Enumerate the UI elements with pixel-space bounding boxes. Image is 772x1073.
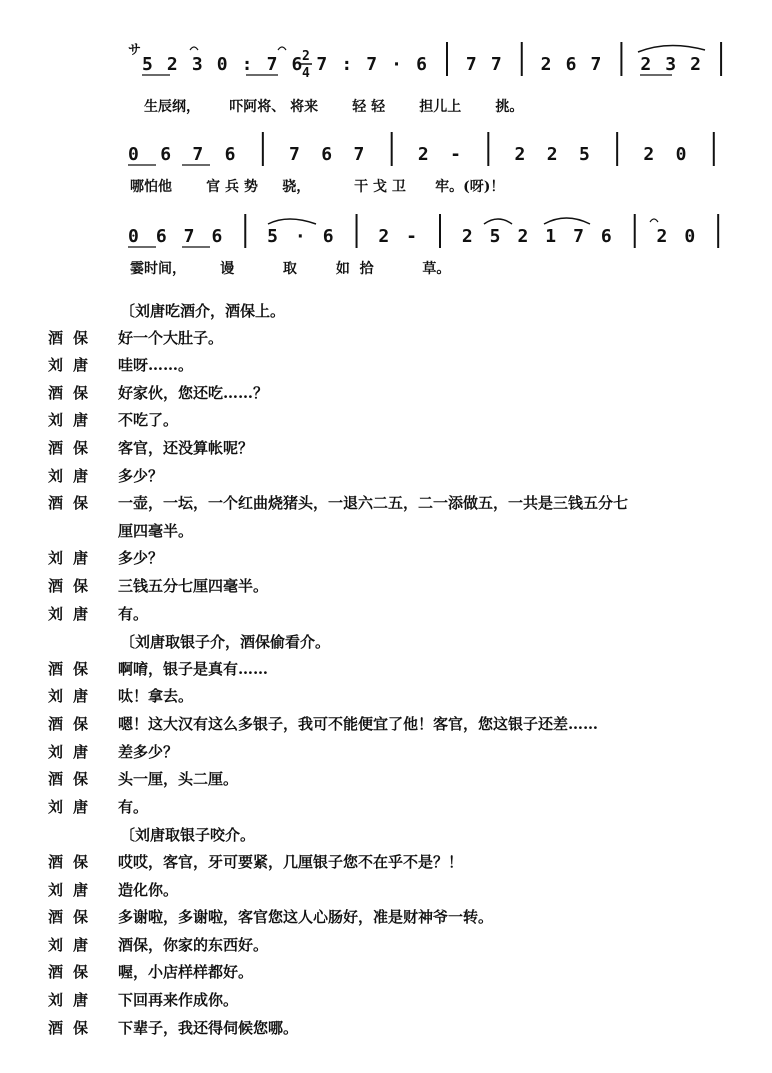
note: 6 (160, 144, 172, 165)
speaker-name: 刘唐 (48, 797, 99, 816)
speaker-name: 酒保 (48, 328, 99, 347)
speech-text: 有。 (118, 797, 149, 816)
speaker-name: 酒保 (48, 383, 99, 402)
note: : (341, 54, 353, 75)
speaker-name: 刘唐 (48, 549, 99, 568)
speech-text: 喔，小店样样都好。 (118, 963, 254, 982)
note: 2 (640, 54, 652, 75)
speaker-name: 刘唐 (48, 356, 99, 375)
note: 6 (565, 54, 577, 75)
speech-text: 呔！拿去。 (118, 687, 194, 706)
speaker-name: 刘唐 (48, 742, 99, 761)
note: 0 (216, 54, 228, 75)
speech-text: 多少？ (118, 549, 164, 568)
fermata (278, 47, 286, 50)
lyrics-row-1: 生辰纲， 吓阿将、 将来 轻 轻 担儿上 挑。 (144, 99, 524, 115)
note: - (450, 144, 461, 165)
note: 7 (316, 54, 328, 75)
speaker-name: 刘唐 (48, 411, 99, 430)
note: 7 (590, 54, 602, 75)
note: 7 (289, 144, 300, 165)
note: 7 (366, 54, 378, 75)
speech-text: 三钱五分七厘四毫半。 (118, 577, 269, 595)
speaker-name: 酒保 (48, 770, 99, 789)
score-row-2-notation (120, 130, 750, 180)
note: 2 (540, 54, 552, 75)
speech-text: 头一厘，头二厘。 (118, 770, 239, 789)
note: · (391, 54, 403, 75)
note: 1 (545, 226, 557, 247)
note: 2 (461, 226, 473, 247)
speaker-name: 刘唐 (48, 935, 99, 954)
speech-text: 啊唷，银子是真有…… (118, 659, 269, 678)
speech-text: 哇呀……。 (118, 356, 194, 375)
speaker-name: 刘唐 (48, 880, 99, 899)
score-row-3-notation (120, 212, 750, 262)
fermata (190, 47, 198, 50)
score-row-1 (120, 40, 750, 120)
score-lead-mark: サ (128, 43, 142, 58)
speech-text: 有。 (118, 604, 149, 623)
note: 6 (155, 226, 167, 247)
speech-text: 多谢啦，多谢啦，客官您这人心肠好，准是财神爷一转。 (118, 908, 494, 927)
speech-text: 哎哎，客官，牙可要紧，几厘银子您不在乎不是？！ (118, 853, 464, 871)
note: 6 (291, 54, 303, 75)
speech-text: 一壶，一坛，一个红曲烧猪头，一退六二五，二一添做五，一共是三钱五分七 (118, 494, 629, 513)
slur (544, 218, 590, 224)
note: 0 (684, 226, 696, 247)
speaker-name: 刘唐 (48, 604, 99, 623)
note: 7 (465, 54, 477, 75)
note: - (406, 226, 418, 247)
lyrics-row-2: 哪怕他 官 兵 势 骁， 干 戈 卫 牢。(呀)！ (130, 179, 505, 195)
note: 2 (656, 226, 668, 247)
note: 2 (417, 144, 429, 165)
speaker-name: 酒保 (48, 908, 99, 927)
note: 5 (142, 54, 153, 75)
speech-text: 不吃了。 (118, 411, 179, 430)
time-sig-top: 2 (302, 49, 310, 64)
speech-text: 好一个大肚子。 (118, 328, 224, 347)
speech-text: 下回再来作成你。 (118, 991, 239, 1009)
speech-text: 嗯！这大汉有这么多银子，我可不能便宜了他！客官，您这银子还差…… (118, 715, 599, 733)
note: 7 (490, 54, 502, 75)
note: 6 (321, 144, 333, 165)
note: 2 (690, 54, 702, 75)
speaker-name: 酒保 (48, 494, 99, 513)
score-row-1-notation (120, 40, 750, 90)
note: 0 (128, 226, 139, 247)
fermata (650, 219, 658, 222)
note: 6 (600, 226, 612, 247)
score-row-1-notes (142, 42, 721, 76)
note: 6 (322, 226, 334, 247)
note: 2 (378, 226, 390, 247)
note: 2 (166, 54, 178, 75)
note: 2 (546, 144, 558, 165)
note: 6 (224, 144, 236, 165)
score-row-3-notes (128, 214, 718, 248)
speaker-name: 酒保 (48, 853, 99, 871)
slur (484, 219, 512, 224)
time-sig-bottom: 4 (302, 66, 310, 81)
slur (638, 45, 705, 52)
speech-text-continued: 厘四毫半。 (118, 521, 194, 540)
note: : (241, 54, 253, 75)
speaker-name: 刘唐 (48, 466, 99, 485)
speech-text: 下辈子，我还得伺候您哪。 (118, 1018, 299, 1037)
speaker-name: 酒保 (48, 1018, 99, 1037)
speech-text: 酒保，你家的东西好。 (118, 935, 269, 954)
stage-direction: 〔刘唐吃酒介，酒保上。 (120, 302, 286, 320)
note: 2 (643, 144, 655, 165)
speech-text: 造化你。 (118, 880, 179, 899)
score-row-3 (120, 212, 750, 292)
speech-text: 多少？ (118, 466, 164, 485)
speech-text: 客官，还没算帐呢？ (118, 439, 254, 457)
note: 0 (675, 144, 687, 165)
note: 7 (573, 226, 584, 247)
stage-direction: 〔刘唐取银子咬介。 (120, 826, 256, 845)
speaker-name: 刘唐 (48, 687, 99, 706)
note: 6 (416, 54, 427, 75)
speaker-name: 酒保 (48, 577, 99, 595)
note: 5 (578, 144, 590, 165)
note: 5 (267, 226, 278, 247)
score-row-2-notes (128, 132, 714, 166)
note: 7 (353, 144, 365, 165)
speech-text: 好家伙，您还吃……？ (118, 383, 269, 402)
note: 7 (183, 226, 195, 247)
score-row-2 (120, 130, 750, 210)
speech-text: 差多少？ (118, 742, 179, 761)
note: 7 (266, 54, 278, 75)
speaker-name: 酒保 (48, 659, 99, 678)
stage-direction: 〔刘唐取银子介，酒保偷看介。 (120, 633, 331, 652)
note: · (294, 226, 306, 247)
note: 5 (489, 226, 501, 247)
slur (268, 219, 316, 224)
note: 0 (128, 144, 139, 165)
note: 2 (517, 226, 529, 247)
speaker-name: 酒保 (48, 715, 99, 733)
lyrics-row-3: 霎时间， 谩 取 如 拾 草。 (130, 261, 451, 277)
speaker-name: 酒保 (48, 439, 99, 457)
speaker-name: 刘唐 (48, 991, 99, 1009)
note: 6 (211, 226, 223, 247)
note: 3 (665, 54, 677, 75)
note: 2 (514, 144, 526, 165)
note: 3 (191, 54, 203, 75)
speaker-name: 酒保 (48, 963, 99, 982)
note: 7 (192, 144, 204, 165)
